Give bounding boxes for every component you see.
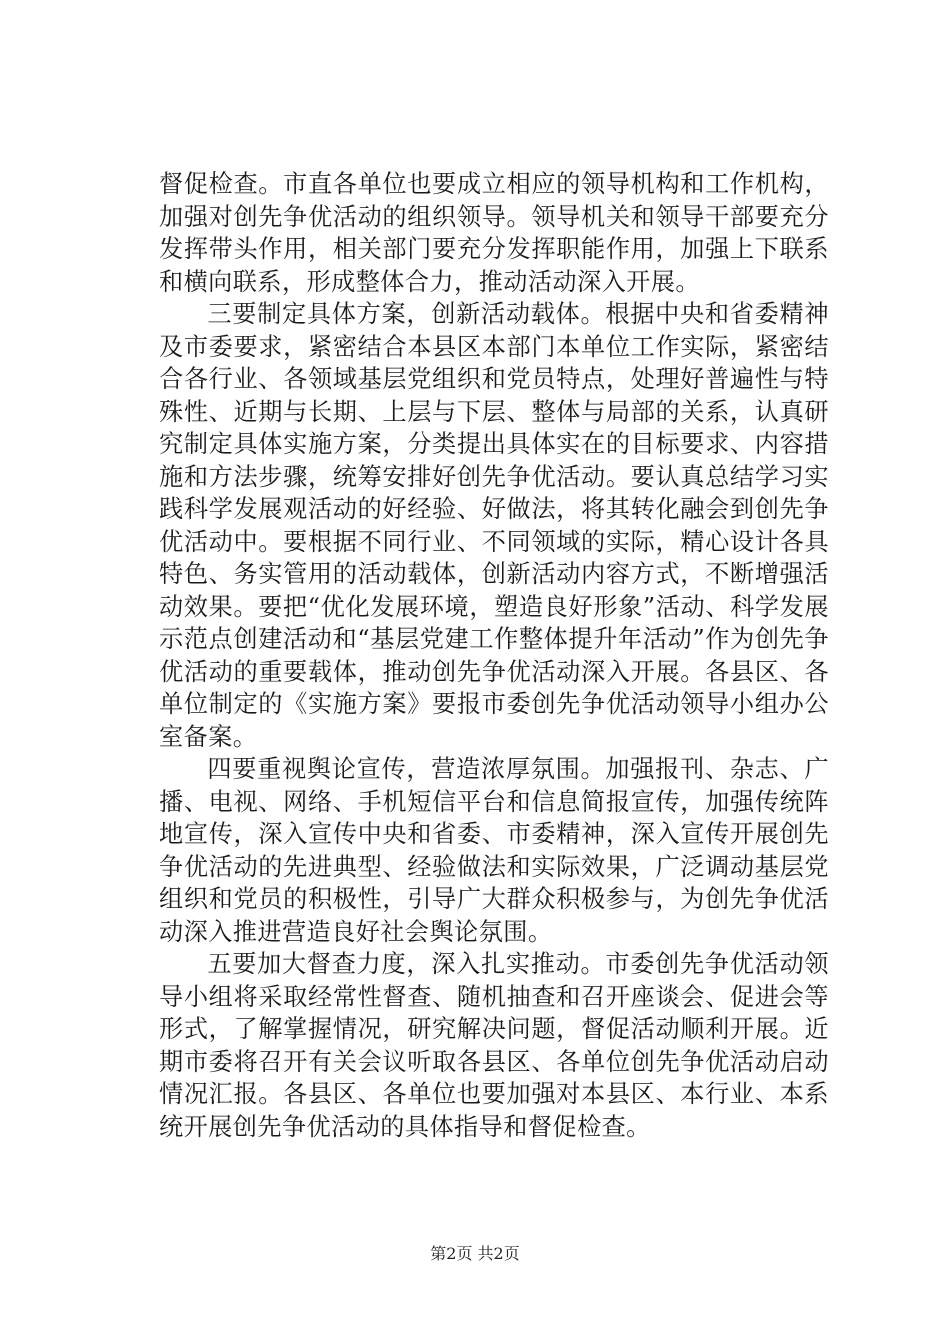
- page-number-footer: 第2页 共2页: [430, 1244, 520, 1263]
- paragraph-four-publicity: 四要重视舆论宣传，营造浓厚氛围。加强报刊、杂志、广播、电视、网络、手机短信平台和信息简报宣传，加强传统阵地宣传，深入宣传中央和省委、市委精神，深入宣传开展创先争优活动的先进典型、经验做法和实际效果，广泛调动基层党组织和党员的积极性，引导广大群众积极参与，为创先争优活动深入推进营造良好社会舆论氛围。: [159, 755, 829, 946]
- paragraph-five-supervision: 五要加大督查力度，深入扎实推动。市委创先争优活动领导小组将采取经常性督查、随机抽查和召开座谈会、促进会等形式，了解掌握情况，研究解决问题，督促活动顺利开展。近期市委将召开有关会议听取各县区、各单位创先争优活动启动情况汇报。各县区、各单位也要加强对本县区、本行业、本系统开展创先争优活动的具体指导和督促检查。: [159, 950, 829, 1141]
- document-body: [159, 168, 829, 1143]
- paragraph-three-specific-plan: 三要制定具体方案，创新活动载体。根据中央和省委精神及市委要求，紧密结合本县区本部门本单位工作实际，紧密结合各行业、各领域基层党组织和党员特点，处理好普遍性与特殊性、近期与长期、上层与下层、整体与局部的关系，认真研究制定具体实施方案，分类提出具体实在的目标要求、内容措施和方法步骤，统筹安排好创先争优活动。要认真总结学习实践科学发展观活动的好经验、好做法，将其转化融会到创先争优活动中。要根据不同行业、不同领域的实际，精心设计各具特色、务实管用的活动载体，创新活动内容方式，不断增强活动效果。要把“优化发展环境，塑造良好形象”活动、科学发展示范点创建活动和“基层党建工作整体提升年活动”作为创先争优活动的重要载体，推动创先争优活动深入开展。各县区、各单位制定的《实施方案》要报市委创先争优活动领导小组办公室备案。: [159, 300, 829, 751]
- paragraph-continuation: 督促检查。市直各单位也要成立相应的领导机构和工作机构，加强对创先争优活动的组织领导。领导机关和领导干部要充分发挥带头作用，相关部门要充分发挥职能作用，加强上下联系和横向联系，形成整体合力，推动活动深入开展。: [159, 170, 829, 296]
